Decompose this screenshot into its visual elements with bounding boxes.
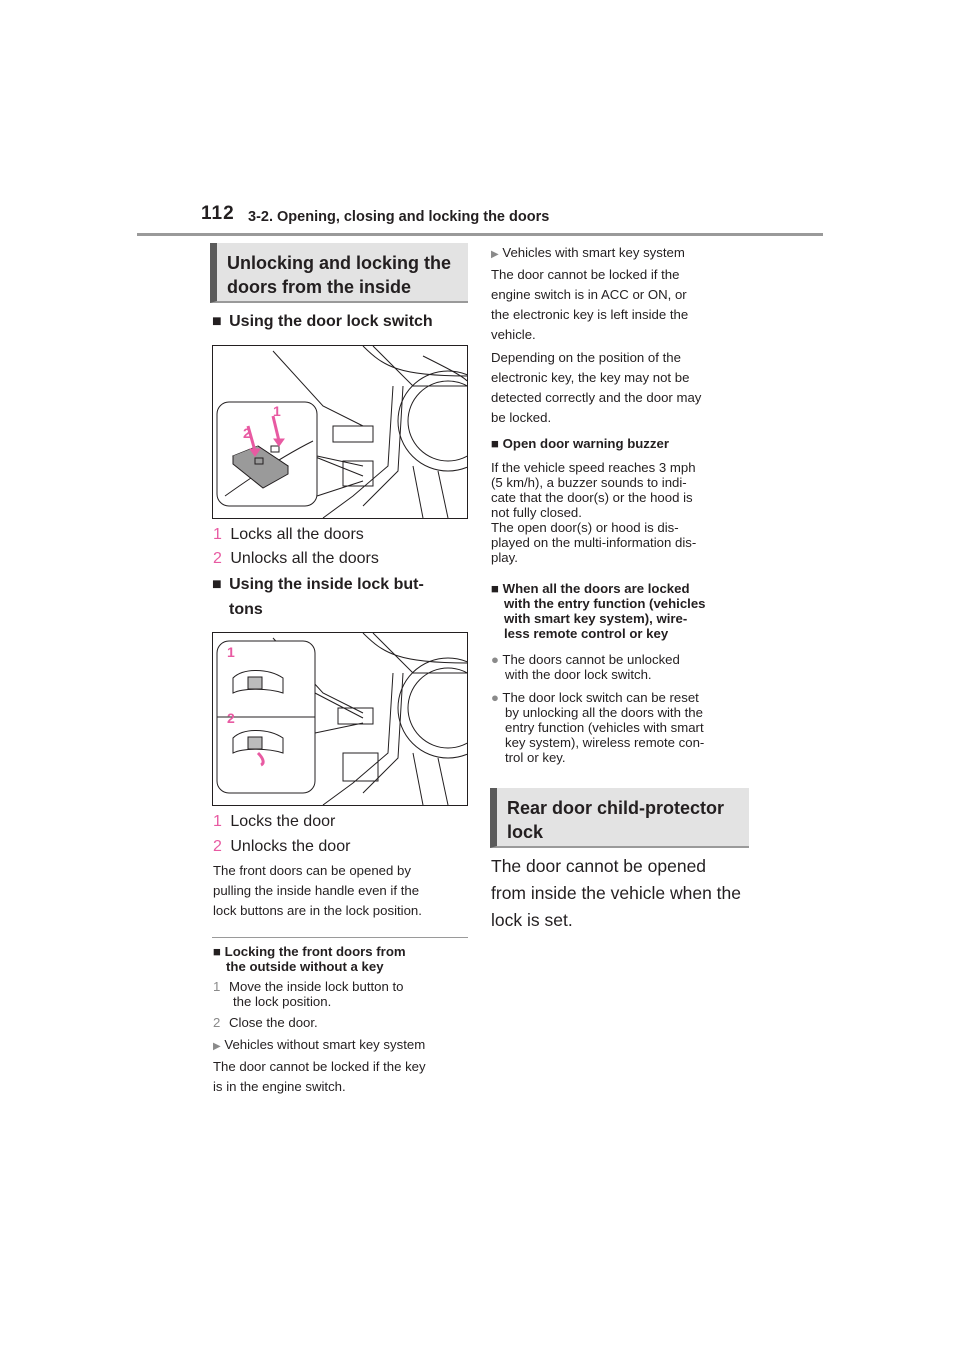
paragraph-line: The door cannot be locked if the key [213,1059,426,1074]
subheading-all-doors-locked [491,581,756,641]
subheading-door-lock-switch [212,309,433,334]
paragraph-line: The open door(s) or hood is dis- [491,520,679,535]
door-lock-switch-illustration [212,345,468,519]
paragraph-line: play. [491,550,518,565]
step-item [213,1015,318,1030]
list-item [213,523,364,547]
list-text: Unlocks the door [230,838,351,855]
paragraph-line: be locked. [491,410,552,425]
list-item [213,547,379,571]
paragraph-line: electronic key, the key may not be [491,370,690,385]
divider [212,937,468,938]
bullet-text: trol or key. [505,750,566,765]
bullet-text: by unlocking all the doors with the [505,705,703,720]
square-marker-icon: ■ [491,581,499,596]
paragraph-line: vehicle. [491,327,536,342]
paragraph [491,265,756,345]
arrow-right-icon: ▶ [213,1041,221,1052]
list-item [213,810,335,834]
illus2-label-1: 1 [227,644,235,660]
list-number: 2 [213,550,222,567]
illus2-label-2: 2 [227,710,235,726]
subheading-line-2: tons [229,601,263,618]
inside-lock-buttons-illustration [212,632,468,806]
square-marker-icon: ■ [212,576,222,593]
condition-text: Vehicles without smart key system [224,1037,426,1052]
subheading-open-door-buzzer [491,436,669,451]
subheading-inside-lock-buttons [212,572,468,622]
square-marker-icon: ■ [212,313,222,330]
bullet-icon: ● [491,690,499,705]
paragraph-line: If the vehicle speed reaches 3 mph [491,460,696,475]
note-line: The front doors can be opened by [213,863,411,878]
paragraph-line: is in the engine switch. [213,1079,346,1094]
paragraph-line: detected correctly and the door may [491,390,702,405]
note-line: pulling the inside handle even if the [213,883,420,898]
step-item [213,979,469,1009]
step-text: Move the inside lock button to [229,979,404,994]
step-text: Close the door. [229,1015,318,1030]
paragraph-line: The door cannot be locked if the [491,267,680,282]
bullet-text: entry function (vehicles with smart [505,720,704,735]
subheading-text: Open door warning buzzer [502,436,669,451]
condition-line [491,243,685,265]
subheading-line: with smart key system), wire- [504,611,688,626]
bullet-text: key system), wireless remote con- [505,735,705,750]
list-text: Locks the door [230,813,336,830]
header-rule [137,233,823,236]
section-heading-unlocking [210,243,468,303]
step-number: 1 [213,979,221,994]
list-number: 2 [213,838,222,855]
bullet-text: with the door lock switch. [505,667,652,682]
note-paragraph [213,861,473,921]
list-text: Unlocks all the doors [230,550,379,567]
paragraph-line: from inside the vehicle when the [491,883,741,903]
note-line: lock buttons are in the lock position. [213,903,422,918]
subheading-text: Using the door lock switch [229,313,433,330]
subheading-line-1: Using the inside lock but- [229,576,424,593]
condition-text: Vehicles with smart key system [502,245,685,260]
subheading-line: When all the doors are locked [502,581,690,596]
paragraph-line: the electronic key is left inside the [491,307,689,322]
bullet-icon: ● [491,652,499,667]
paragraph [491,348,756,428]
step-number: 2 [213,1015,221,1030]
step-text: the lock position. [233,994,332,1009]
heading-line-2: lock [507,822,544,842]
paragraph-buzzer [491,460,756,565]
list-item [213,835,350,859]
paragraph-line: Depending on the position of the [491,350,681,365]
list-number: 1 [213,526,222,543]
subheading-line-1: Locking the front doors from [224,944,406,959]
paragraph [213,1057,473,1097]
square-marker-icon: ■ [491,436,499,451]
heading-line-2: doors from the inside [227,277,412,297]
subheading-line: less remote control or key [504,626,669,641]
paragraph-line: cate that the door(s) or the hood is [491,490,693,505]
bullet-text: The doors cannot be unlocked [502,652,680,667]
page-number: 112 [201,203,235,224]
paragraph-line: lock is set. [491,910,573,930]
bullet-item [491,652,756,682]
subheading-line: with the entry function (vehicles [504,596,706,611]
heading-text [217,243,468,307]
paragraph-line: (5 km/h), a buzzer sounds to indi- [491,475,687,490]
illus1-label-1: 1 [273,403,281,419]
condition-line [213,1035,425,1057]
heading-line-1: Unlocking and locking the [227,253,452,273]
heading-text [497,788,749,852]
arrow-right-icon: ▶ [491,249,499,260]
child-lock-paragraph [491,853,756,934]
list-number: 1 [213,813,222,830]
section-heading-child-protector [490,788,749,848]
paragraph-line: played on the multi-information dis- [491,535,697,550]
list-text: Locks all the doors [230,526,364,543]
heading-line-1: Rear door child-protector [507,798,725,818]
section-title: 3-2. Opening, closing and locking the doors [248,209,550,225]
subheading-locking-front-doors [213,944,469,974]
paragraph-line: not fully closed. [491,505,582,520]
paragraph-line: The door cannot be opened [491,856,707,876]
paragraph-line: engine switch is in ACC or ON, or [491,287,687,302]
square-marker-icon: ■ [213,944,221,959]
illus1-label-2: 2 [243,425,251,441]
bullet-item [491,690,756,765]
subheading-line-2: the outside without a key [226,959,384,974]
bullet-text: The door lock switch can be reset [502,690,699,705]
